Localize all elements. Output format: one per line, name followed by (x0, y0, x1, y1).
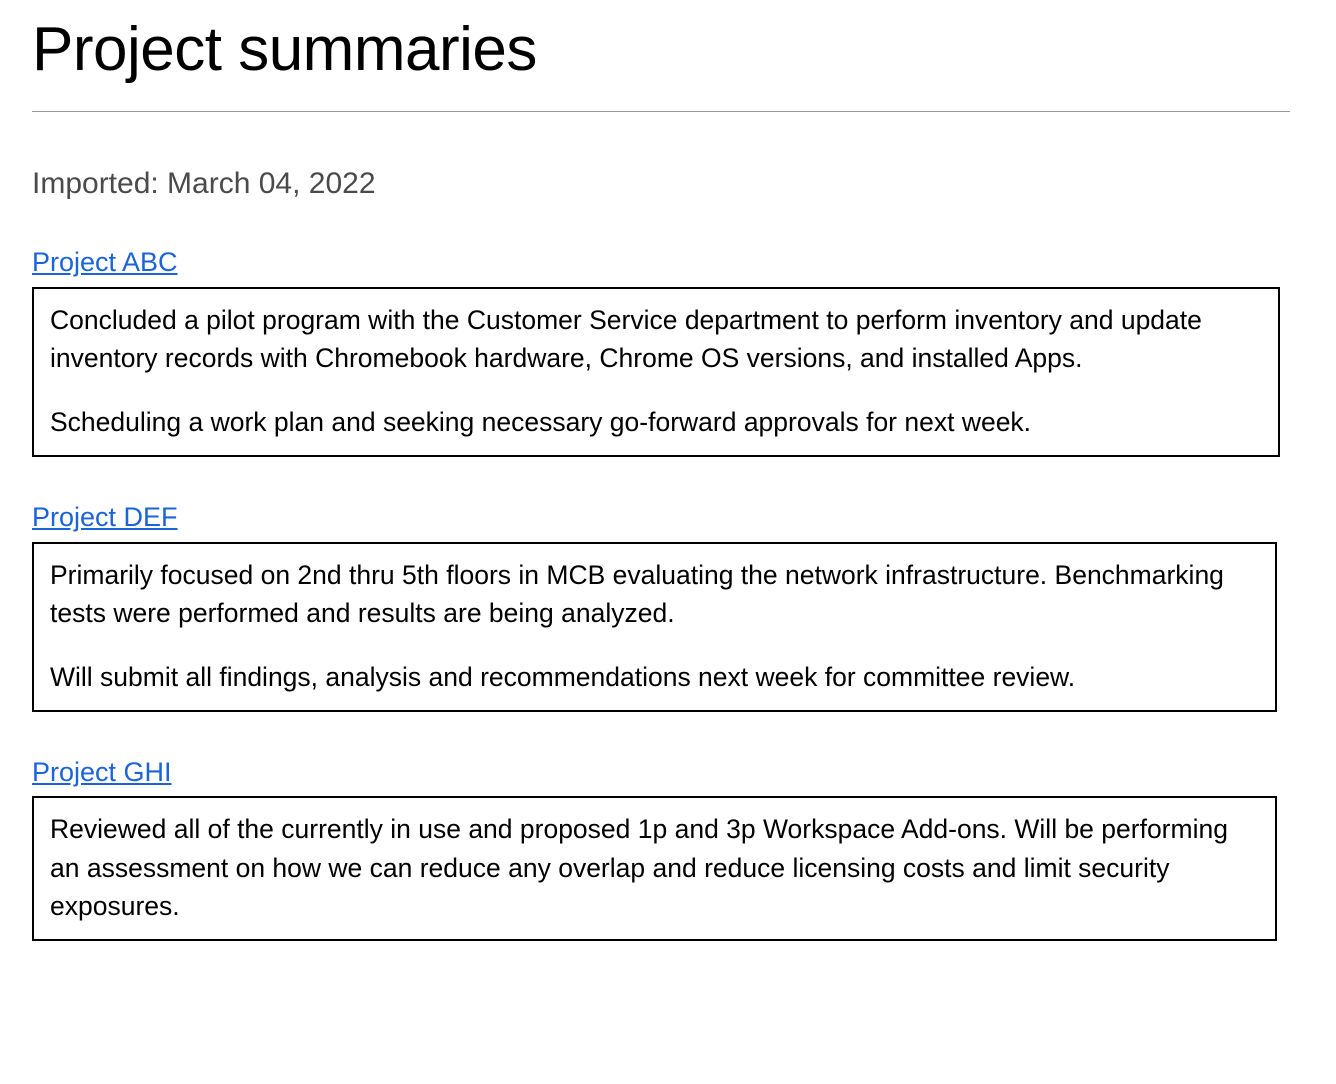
page-title: Project summaries (32, 15, 537, 84)
project-block-def (32, 501, 1290, 712)
summary-box-abc (32, 287, 1280, 457)
summary-paragraph: Will submit all findings, analysis and recommendations next week for committee review. (50, 661, 1076, 692)
project-block-abc (32, 246, 1290, 457)
project-block-ghi (32, 756, 1290, 941)
title-divider (32, 111, 1290, 112)
project-link-abc[interactable]: Project ABC (32, 247, 178, 278)
document-page (0, 14, 1336, 941)
summary-paragraph: Reviewed all of the currently in use and proposed 1p and 3p Workspace Add-ons. Will be performing an assessment on how we can reduce any overlap and reduce licensing costs and limit security exposures. (50, 814, 1228, 921)
summary-paragraph: Scheduling a work plan and seeking necessary go-forward approvals for next week. (50, 407, 1032, 437)
imported-date: Imported: March 04, 2022 (32, 167, 376, 201)
summary-box-ghi (32, 796, 1277, 940)
summary-paragraph: Primarily focused on 2nd thru 5th floors in MCB evaluating the network infrastructure. Benchmarking tests were performed and results are being analyzed. (50, 559, 1224, 628)
project-link-ghi[interactable]: Project GHI (32, 757, 172, 788)
summary-box-def (32, 542, 1277, 712)
project-link-def[interactable]: Project DEF (32, 502, 178, 533)
summary-paragraph: Concluded a pilot program with the Customer Service department to perform inventory and update inventory records with Chromebook hardware, Chrome OS versions, and installed Apps. (50, 304, 1202, 373)
